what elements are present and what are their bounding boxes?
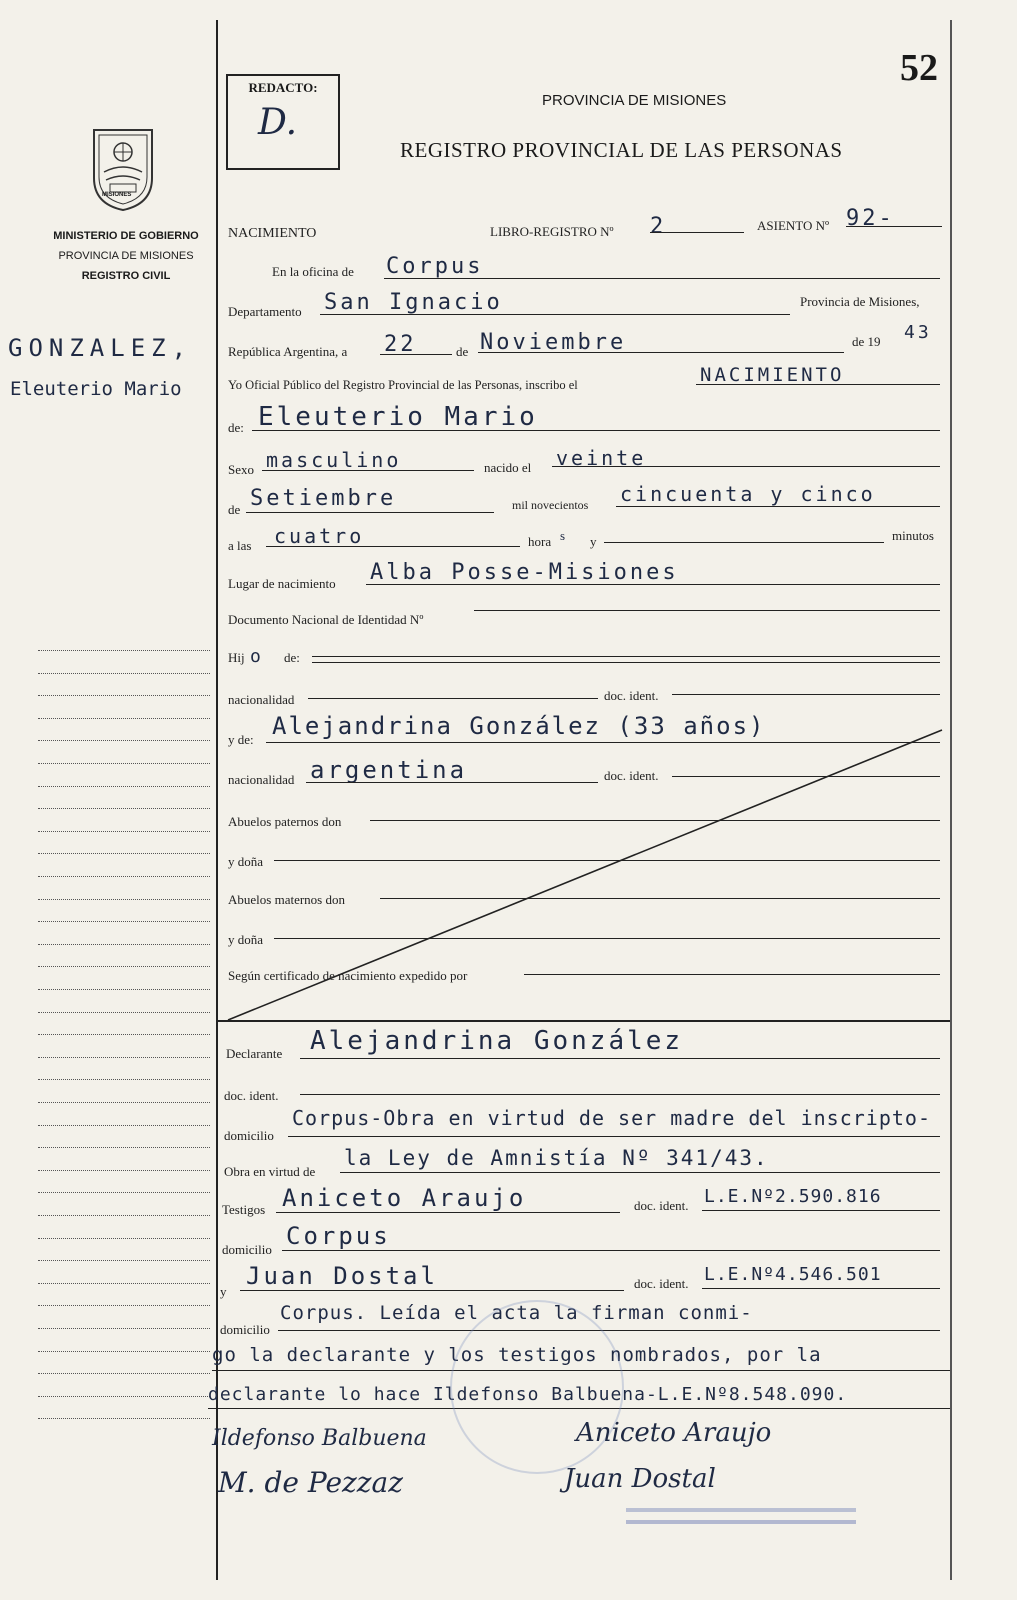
nacido-value: veinte xyxy=(556,446,647,470)
dia-fill xyxy=(380,354,452,355)
abuelos-mat-label: Abuelos maternos don xyxy=(228,892,345,907)
y-label: y xyxy=(590,534,597,549)
nacionalidad-madre-label: nacionalidad xyxy=(228,772,295,787)
dni-label: Documento Nacional de Identidad Nº xyxy=(228,612,424,627)
margin-dotted-line xyxy=(38,1238,210,1239)
anio-nac-value: cincuenta y cinco xyxy=(620,482,876,506)
page-number: 52 xyxy=(900,47,938,89)
docident-madre-label: doc. ident. xyxy=(604,768,659,783)
oficina-value: Corpus xyxy=(386,254,484,279)
asiento-value: 92- xyxy=(846,206,895,231)
margin-dotted-line xyxy=(38,944,210,945)
libro-fill xyxy=(650,232,744,233)
hijo-fill-2 xyxy=(312,662,940,663)
domicilio-label: domicilio xyxy=(224,1128,274,1143)
nombre-fill xyxy=(252,430,940,431)
domicilio-t1-fill xyxy=(282,1250,940,1251)
nacido-label: nacido el xyxy=(484,460,532,475)
margin-dotted-line xyxy=(38,786,210,787)
header-registry: REGISTRO PROVINCIAL DE LAS PERSONAS xyxy=(400,138,843,162)
domicilio-t1-label: domicilio xyxy=(222,1242,272,1257)
doc-ident-label: doc. ident. xyxy=(224,1088,279,1103)
margin-dotted-line xyxy=(38,1396,210,1397)
record-type-label: NACIMIENTO xyxy=(228,226,317,241)
acto-fill xyxy=(696,384,940,385)
blue-stamp xyxy=(626,1508,856,1524)
signature-araujo: Aniceto Araujo xyxy=(576,1418,772,1448)
margin-dotted-line xyxy=(38,808,210,809)
declarante-fill xyxy=(300,1058,940,1059)
margin-dotted-line xyxy=(38,1079,210,1080)
redacto-label: REDACTO: xyxy=(248,80,318,95)
signature-official: M. de Pezzaz xyxy=(218,1466,403,1499)
domicilio-t2-value: Corpus. Leída el acta la firman conmi- xyxy=(280,1302,753,1324)
republica-label: República Argentina, a xyxy=(228,344,348,359)
margin-dotted-line xyxy=(38,1012,210,1013)
hijo-label: Hij xyxy=(228,650,245,665)
redacto-value: D. xyxy=(258,102,298,143)
header-province: PROVINCIA DE MISIONES xyxy=(542,92,727,109)
lugar-value: Alba Posse-Misiones xyxy=(370,560,679,585)
anio-nac-fill xyxy=(616,506,940,507)
domicilio-t2-fill xyxy=(278,1330,940,1331)
hora-label: hora xyxy=(528,534,552,549)
nacionalidad-madre-value: argentina xyxy=(310,756,468,784)
hijo-o: o xyxy=(250,646,261,667)
signature-balbuena: Ildefonso Balbuena xyxy=(212,1426,427,1451)
testigo2-doc-label: doc. ident. xyxy=(634,1276,689,1291)
ministry-line2: PROVINCIA DE MISIONES xyxy=(58,250,194,262)
hora-s: s xyxy=(560,528,566,543)
departamento-fill xyxy=(320,314,790,315)
de3-label: de xyxy=(228,502,241,517)
margin-dotted-line xyxy=(38,718,210,719)
margin-dotted-line xyxy=(38,921,210,922)
margin-dotted-line xyxy=(38,1057,210,1058)
margin-dotted-line xyxy=(38,650,210,651)
testigo2-doc: L.E.Nº4.546.501 xyxy=(704,1264,882,1285)
margin-dotted-line xyxy=(38,899,210,900)
testigo1-fill xyxy=(276,1212,620,1213)
dni-fill xyxy=(474,610,940,611)
y-testigo-label: y xyxy=(220,1284,227,1299)
margin-dotted-line xyxy=(38,1418,210,1419)
testigo1-value: Aniceto Araujo xyxy=(282,1184,527,1212)
ydona-mat-label: y doña xyxy=(228,932,264,947)
obra-fill xyxy=(340,1172,940,1173)
ministry-line3: REGISTRO CIVIL xyxy=(81,270,171,282)
right-page-border xyxy=(950,20,952,1580)
de2-label: de: xyxy=(228,420,244,435)
margin-dotted-line xyxy=(38,989,210,990)
cancel-diagonal-line xyxy=(220,720,950,1030)
libro-label: LIBRO-REGISTRO Nº xyxy=(490,224,614,239)
hijo-de-label: de: xyxy=(284,650,300,665)
margin-dotted-line xyxy=(38,1034,210,1035)
docident-label: doc. ident. xyxy=(604,688,659,703)
domicilio-t2-label: domicilio xyxy=(220,1322,270,1337)
misiones-seal-icon xyxy=(88,122,158,214)
testigo1-doc-label: doc. ident. xyxy=(634,1198,689,1213)
year-value: 43 xyxy=(904,322,932,343)
continuation-line1: go la declarante y los testigos nombrados, por la xyxy=(212,1344,822,1366)
oficina-label: En la oficina de xyxy=(272,264,354,279)
provincia-label: Provincia de Misiones, xyxy=(800,294,920,309)
doc-ident-fill xyxy=(300,1094,940,1095)
hora-fill xyxy=(266,546,520,547)
redacto-box xyxy=(226,74,340,170)
sexo-value: masculino xyxy=(266,448,402,472)
testigos-label: Testigos xyxy=(222,1202,266,1217)
margin-dotted-line xyxy=(38,1102,210,1103)
domicilio-value: Corpus-Obra en virtud de ser madre del inscripto- xyxy=(292,1106,932,1130)
seal-text: MISIONES xyxy=(102,192,132,198)
asiento-label: ASIENTO Nº xyxy=(757,218,830,233)
margin-dotted-line xyxy=(38,1192,210,1193)
testigo2-value: Juan Dostal xyxy=(246,1262,438,1290)
mes-value: Noviembre xyxy=(480,330,627,355)
margin-dotted-line xyxy=(38,1283,210,1284)
ydona-pat-label: y doña xyxy=(228,854,264,869)
declarante-label: Declarante xyxy=(226,1046,283,1061)
domicilio-fill xyxy=(288,1136,940,1137)
testigo1-doc-fill xyxy=(702,1210,940,1211)
margin-dotted-line xyxy=(38,831,210,832)
obra-label: Obra en virtud de xyxy=(224,1164,316,1179)
minutos-label: minutos xyxy=(892,528,934,543)
declarante-separator xyxy=(218,1020,950,1022)
margin-dotted-line xyxy=(38,740,210,741)
dia-value: 22 xyxy=(384,332,417,357)
margin-dotted-line xyxy=(38,876,210,877)
domicilio-t1-value: Corpus xyxy=(286,1222,391,1250)
oficina-fill xyxy=(384,278,940,279)
testigo2-doc-fill xyxy=(702,1288,940,1289)
sexo-label: Sexo xyxy=(228,462,254,477)
docident-fill xyxy=(672,694,940,695)
margin-dotted-line xyxy=(38,1147,210,1148)
yde-label: y de: xyxy=(228,732,254,747)
margin-dotted-line xyxy=(38,1373,210,1374)
oficial-label: Yo Oficial Público del Registro Provincial de las Personas, inscribo el xyxy=(228,378,578,392)
declarante-value: Alejandrina González xyxy=(310,1026,684,1056)
obra-value: la Ley de Amnistía Nº 341/43. xyxy=(344,1146,769,1170)
testigo2-fill xyxy=(240,1290,624,1291)
margin-dotted-line xyxy=(38,966,210,967)
departamento-label: Departamento xyxy=(228,304,302,319)
margin-dotted-line xyxy=(38,1215,210,1216)
ministry-block xyxy=(40,226,212,286)
margin-surname: GONZALEZ, xyxy=(8,334,193,362)
lugar-fill xyxy=(366,584,940,585)
mil-label: mil novecientos xyxy=(512,498,589,512)
departamento-value: San Ignacio xyxy=(324,290,503,315)
alas-label: a las xyxy=(228,538,252,553)
margin-dotted-line xyxy=(38,673,210,674)
mes-fill xyxy=(478,352,844,353)
lugar-label: Lugar de nacimiento xyxy=(228,576,336,591)
libro-value: 2 xyxy=(650,214,667,239)
de-label: de xyxy=(456,344,469,359)
margin-dotted-line xyxy=(38,853,210,854)
margin-dotted-line xyxy=(38,1328,210,1329)
nacionalidad-label: nacionalidad xyxy=(228,692,295,707)
abuelos-pat-label: Abuelos paternos don xyxy=(228,814,342,829)
margin-dotted-line xyxy=(38,1305,210,1306)
nacionalidad-fill xyxy=(308,698,598,699)
hora-value: cuatro xyxy=(274,524,365,548)
nombre-value: Eleuterio Mario xyxy=(258,402,538,432)
hijo-fill-1 xyxy=(312,656,940,657)
margin-given-name: Eleuterio Mario xyxy=(10,378,182,400)
acto-value: NACIMIENTO xyxy=(700,364,845,386)
margin-dotted-line xyxy=(38,1351,210,1352)
sexo-fill xyxy=(262,470,474,471)
signature-dostal: Juan Dostal xyxy=(564,1464,716,1494)
ministry-line1: MINISTERIO DE GOBIERNO xyxy=(53,230,199,242)
margin-dotted-line xyxy=(38,1260,210,1261)
margin-dotted-line xyxy=(38,763,210,764)
certificado-label: Según certificado de nacimiento expedido por xyxy=(228,968,468,983)
nacido-fill xyxy=(552,466,940,467)
mes-nac-fill xyxy=(246,512,494,513)
mes-nac-value: Setiembre xyxy=(250,486,397,511)
de-year-label: de 19 xyxy=(852,334,881,349)
margin-dotted-line xyxy=(38,695,210,696)
asiento-fill xyxy=(846,226,942,227)
margin-dotted-line xyxy=(38,1170,210,1171)
continuation-line2: declarante lo hace Ildefonso Balbuena-L.E.Nº8.548.090. xyxy=(208,1384,848,1405)
margin-dotted-line xyxy=(38,1125,210,1126)
madre-value: Alejandrina González (33 años) xyxy=(272,712,766,740)
minutos-fill xyxy=(604,542,884,543)
testigo1-doc: L.E.Nº2.590.816 xyxy=(704,1186,882,1207)
